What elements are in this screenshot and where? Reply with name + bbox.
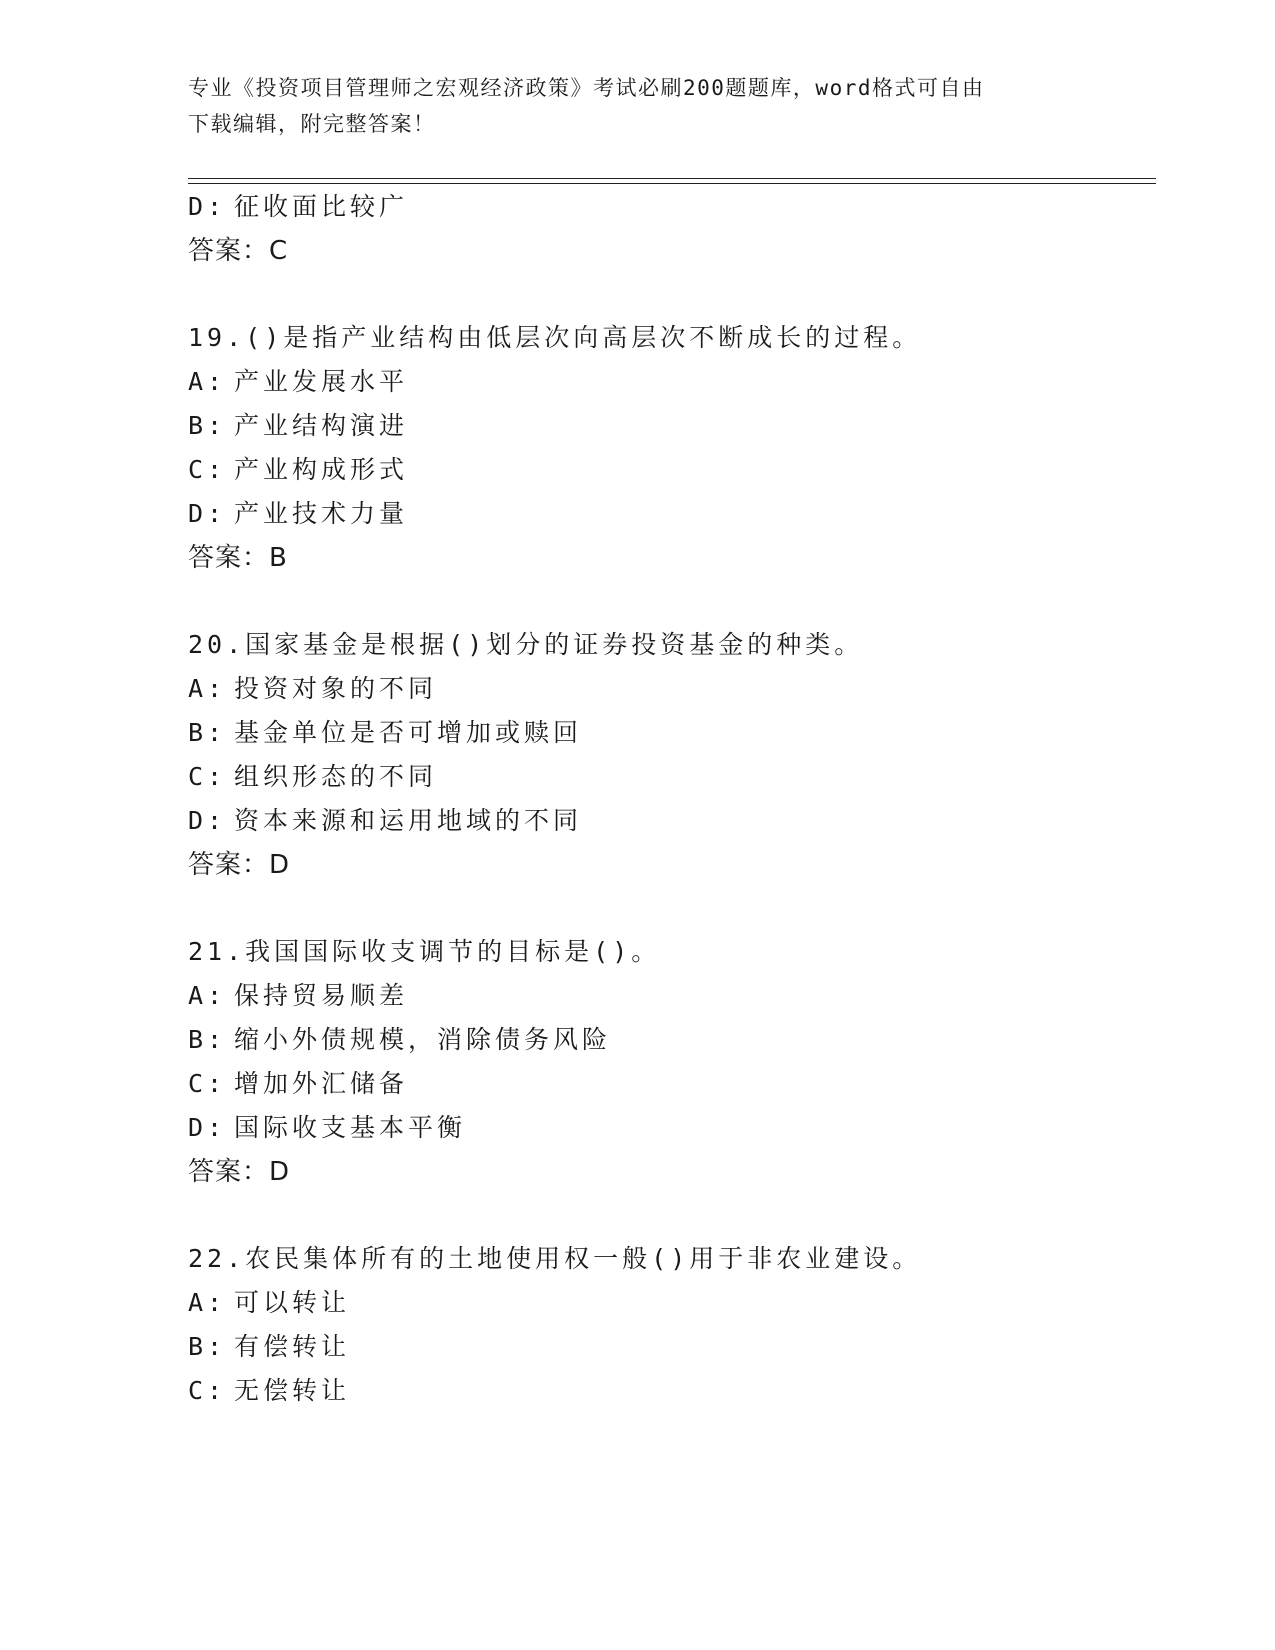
option-text: 无偿转让 bbox=[234, 1376, 351, 1405]
option-letter: D: bbox=[188, 806, 227, 835]
question-stem: 19.()是指产业结构由低层次向高层次不断成长的过程。 bbox=[188, 323, 922, 352]
option-letter: D: bbox=[188, 192, 227, 221]
option-line bbox=[188, 499, 408, 529]
option-letter: A: bbox=[188, 981, 227, 1010]
option-text: 增加外汇储备 bbox=[234, 1069, 409, 1098]
option-text: 征收面比较广 bbox=[234, 192, 409, 221]
option-letter: B: bbox=[188, 718, 227, 747]
option-text: 产业结构演进 bbox=[234, 411, 409, 440]
option-text: 可以转让 bbox=[234, 1288, 351, 1317]
option-letter: B: bbox=[188, 1332, 227, 1361]
option-line bbox=[188, 455, 408, 485]
option-letter: A: bbox=[188, 1288, 227, 1317]
option-line bbox=[188, 1069, 408, 1099]
header-line-1: 专业《投资项目管理师之宏观经济政策》考试必刷200题题库，word格式可自由 bbox=[188, 76, 985, 100]
header-divider-bottom bbox=[188, 183, 1156, 184]
option-text: 产业构成形式 bbox=[234, 455, 409, 484]
option-line bbox=[188, 1025, 611, 1055]
header-divider-top bbox=[188, 178, 1156, 179]
option-letter: D: bbox=[188, 1113, 227, 1142]
option-text: 投资对象的不同 bbox=[234, 674, 438, 703]
option-line bbox=[188, 718, 582, 748]
question-stem: 22.农民集体所有的土地使用权一般()用于非农业建设。 bbox=[188, 1244, 922, 1273]
option-letter: B: bbox=[188, 411, 227, 440]
document-header bbox=[188, 70, 1068, 142]
option-text: 组织形态的不同 bbox=[234, 762, 438, 791]
option-letter: A: bbox=[188, 367, 227, 396]
option-letter: C: bbox=[188, 762, 227, 791]
option-text: 保持贸易顺差 bbox=[234, 981, 409, 1010]
option-text: 有偿转让 bbox=[234, 1332, 351, 1361]
option-line bbox=[188, 1288, 350, 1318]
option-line bbox=[188, 1332, 350, 1362]
option-line bbox=[188, 411, 408, 441]
option-line bbox=[188, 367, 408, 397]
option-text: 基金单位是否可增加或赎回 bbox=[234, 718, 583, 747]
question-stem: 21.我国国际收支调节的目标是()。 bbox=[188, 937, 661, 966]
option-line bbox=[188, 192, 408, 222]
option-letter: C: bbox=[188, 1376, 227, 1405]
answer-line: 答案：C bbox=[188, 236, 289, 266]
answer-line: 答案：D bbox=[188, 1157, 291, 1187]
option-line bbox=[188, 981, 408, 1011]
answer-line: 答案：B bbox=[188, 543, 288, 573]
option-letter: B: bbox=[188, 1025, 227, 1054]
answer-line: 答案：D bbox=[188, 850, 291, 880]
option-text: 产业技术力量 bbox=[234, 499, 409, 528]
option-letter: C: bbox=[188, 455, 227, 484]
option-letter: D: bbox=[188, 499, 227, 528]
option-text: 国际收支基本平衡 bbox=[234, 1113, 467, 1142]
header-line-2: 下载编辑，附完整答案！ bbox=[188, 112, 436, 136]
option-line bbox=[188, 1113, 466, 1143]
option-line bbox=[188, 1376, 350, 1406]
option-letter: A: bbox=[188, 674, 227, 703]
option-letter: C: bbox=[188, 1069, 227, 1098]
option-line bbox=[188, 674, 437, 704]
question-stem: 20.国家基金是根据()划分的证券投资基金的种类。 bbox=[188, 630, 864, 659]
option-line bbox=[188, 806, 582, 836]
option-text: 资本来源和运用地域的不同 bbox=[234, 806, 583, 835]
option-line bbox=[188, 762, 437, 792]
option-text: 产业发展水平 bbox=[234, 367, 409, 396]
option-text: 缩小外债规模，消除债务风险 bbox=[234, 1025, 612, 1054]
